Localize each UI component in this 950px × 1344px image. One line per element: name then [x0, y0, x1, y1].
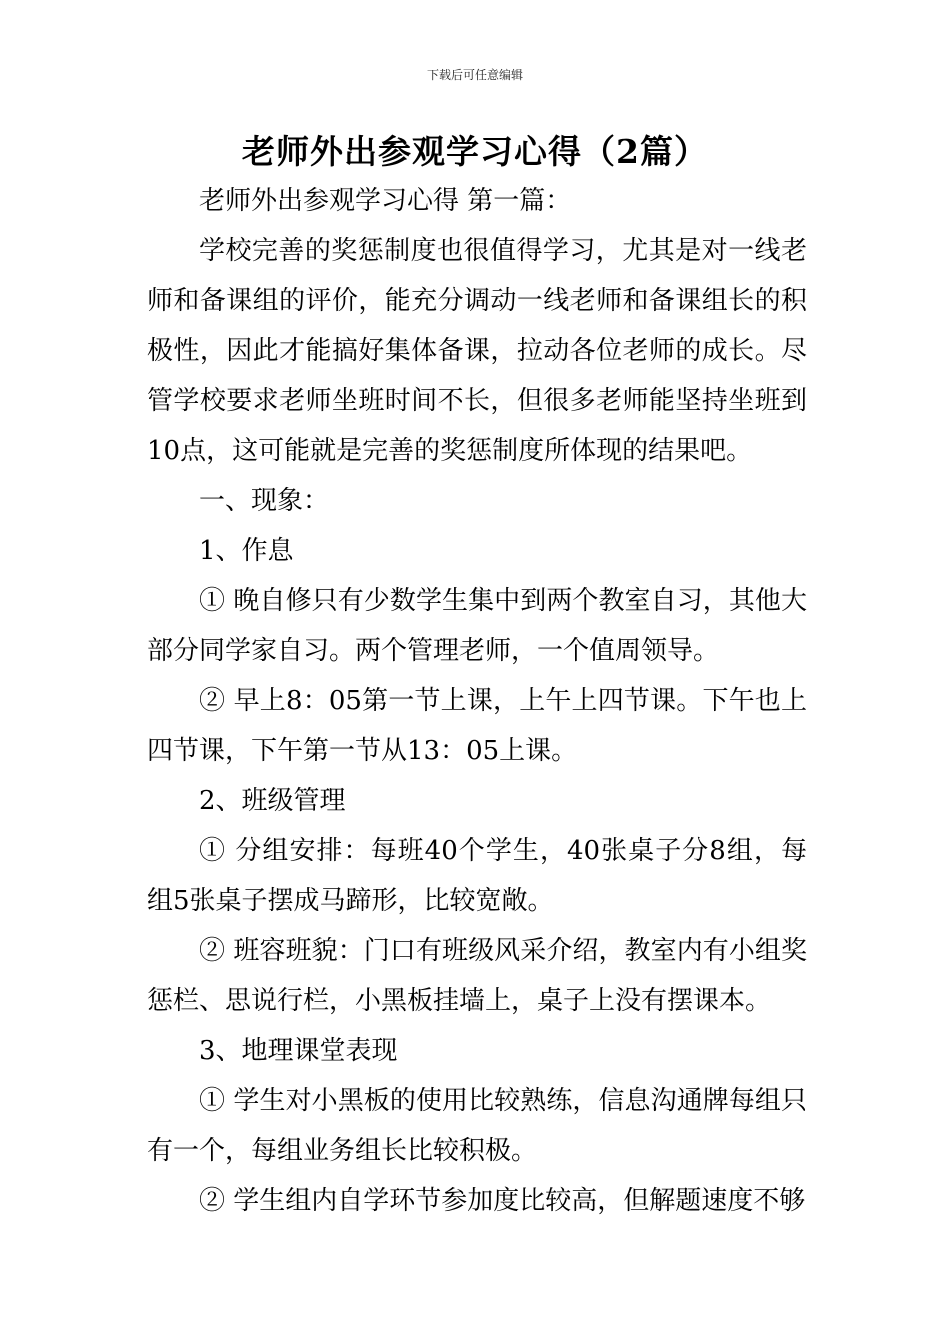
list-item: ② 早上8：05第一节上课，上午上四节课。下午也上四节课，下午第一节从13：05上课。 — [147, 686, 807, 766]
list-item: ① 分组安排：每班40个学生，40张桌子分8组，每组5张桌子摆成马蹄形，比较宽敞。 — [147, 836, 807, 916]
section-heading: 一、现象： — [199, 486, 330, 516]
subsection-heading: 3、地理课堂表现 — [199, 1036, 398, 1066]
subsection-heading: 2、班级管理 — [199, 786, 346, 816]
section-heading: 老师外出参观学习心得 第一篇： — [199, 186, 572, 216]
document-body — [147, 176, 807, 1226]
header-note: 下载后可任意编辑 — [426, 68, 523, 82]
document-title: 老师外出参观学习心得（2篇） — [242, 132, 708, 171]
list-item: ① 晚自修只有少数学生集中到两个教室自习，其他大部分同学家自习。两个管理老师，一个值周领导。 — [147, 586, 807, 666]
list-item: ② 班容班貌：门口有班级风采介绍，教室内有小组奖惩栏、思说行栏，小黑板挂墙上，桌子上没有摆课本。 — [147, 936, 807, 1016]
list-item: ② 学生组内自学环节参加度比较高，但解题速度不够 — [199, 1186, 806, 1216]
subsection-heading: 1、作息 — [199, 536, 294, 566]
paragraph: 学校完善的奖惩制度也很值得学习，尤其是对一线老师和备课组的评价，能充分调动一线老师和备课组长的积极性，因此才能搞好集体备课，拉动各位老师的成长。尽管学校要求老师坐班时间不长，但很多老师能坚持坐班到10点，这可能就是完善的奖惩制度所体现的结果吧。 — [147, 236, 807, 466]
list-item: ① 学生对小黑板的使用比较熟练，信息沟通牌每组只有一个，每组业务组长比较积极。 — [147, 1086, 807, 1166]
